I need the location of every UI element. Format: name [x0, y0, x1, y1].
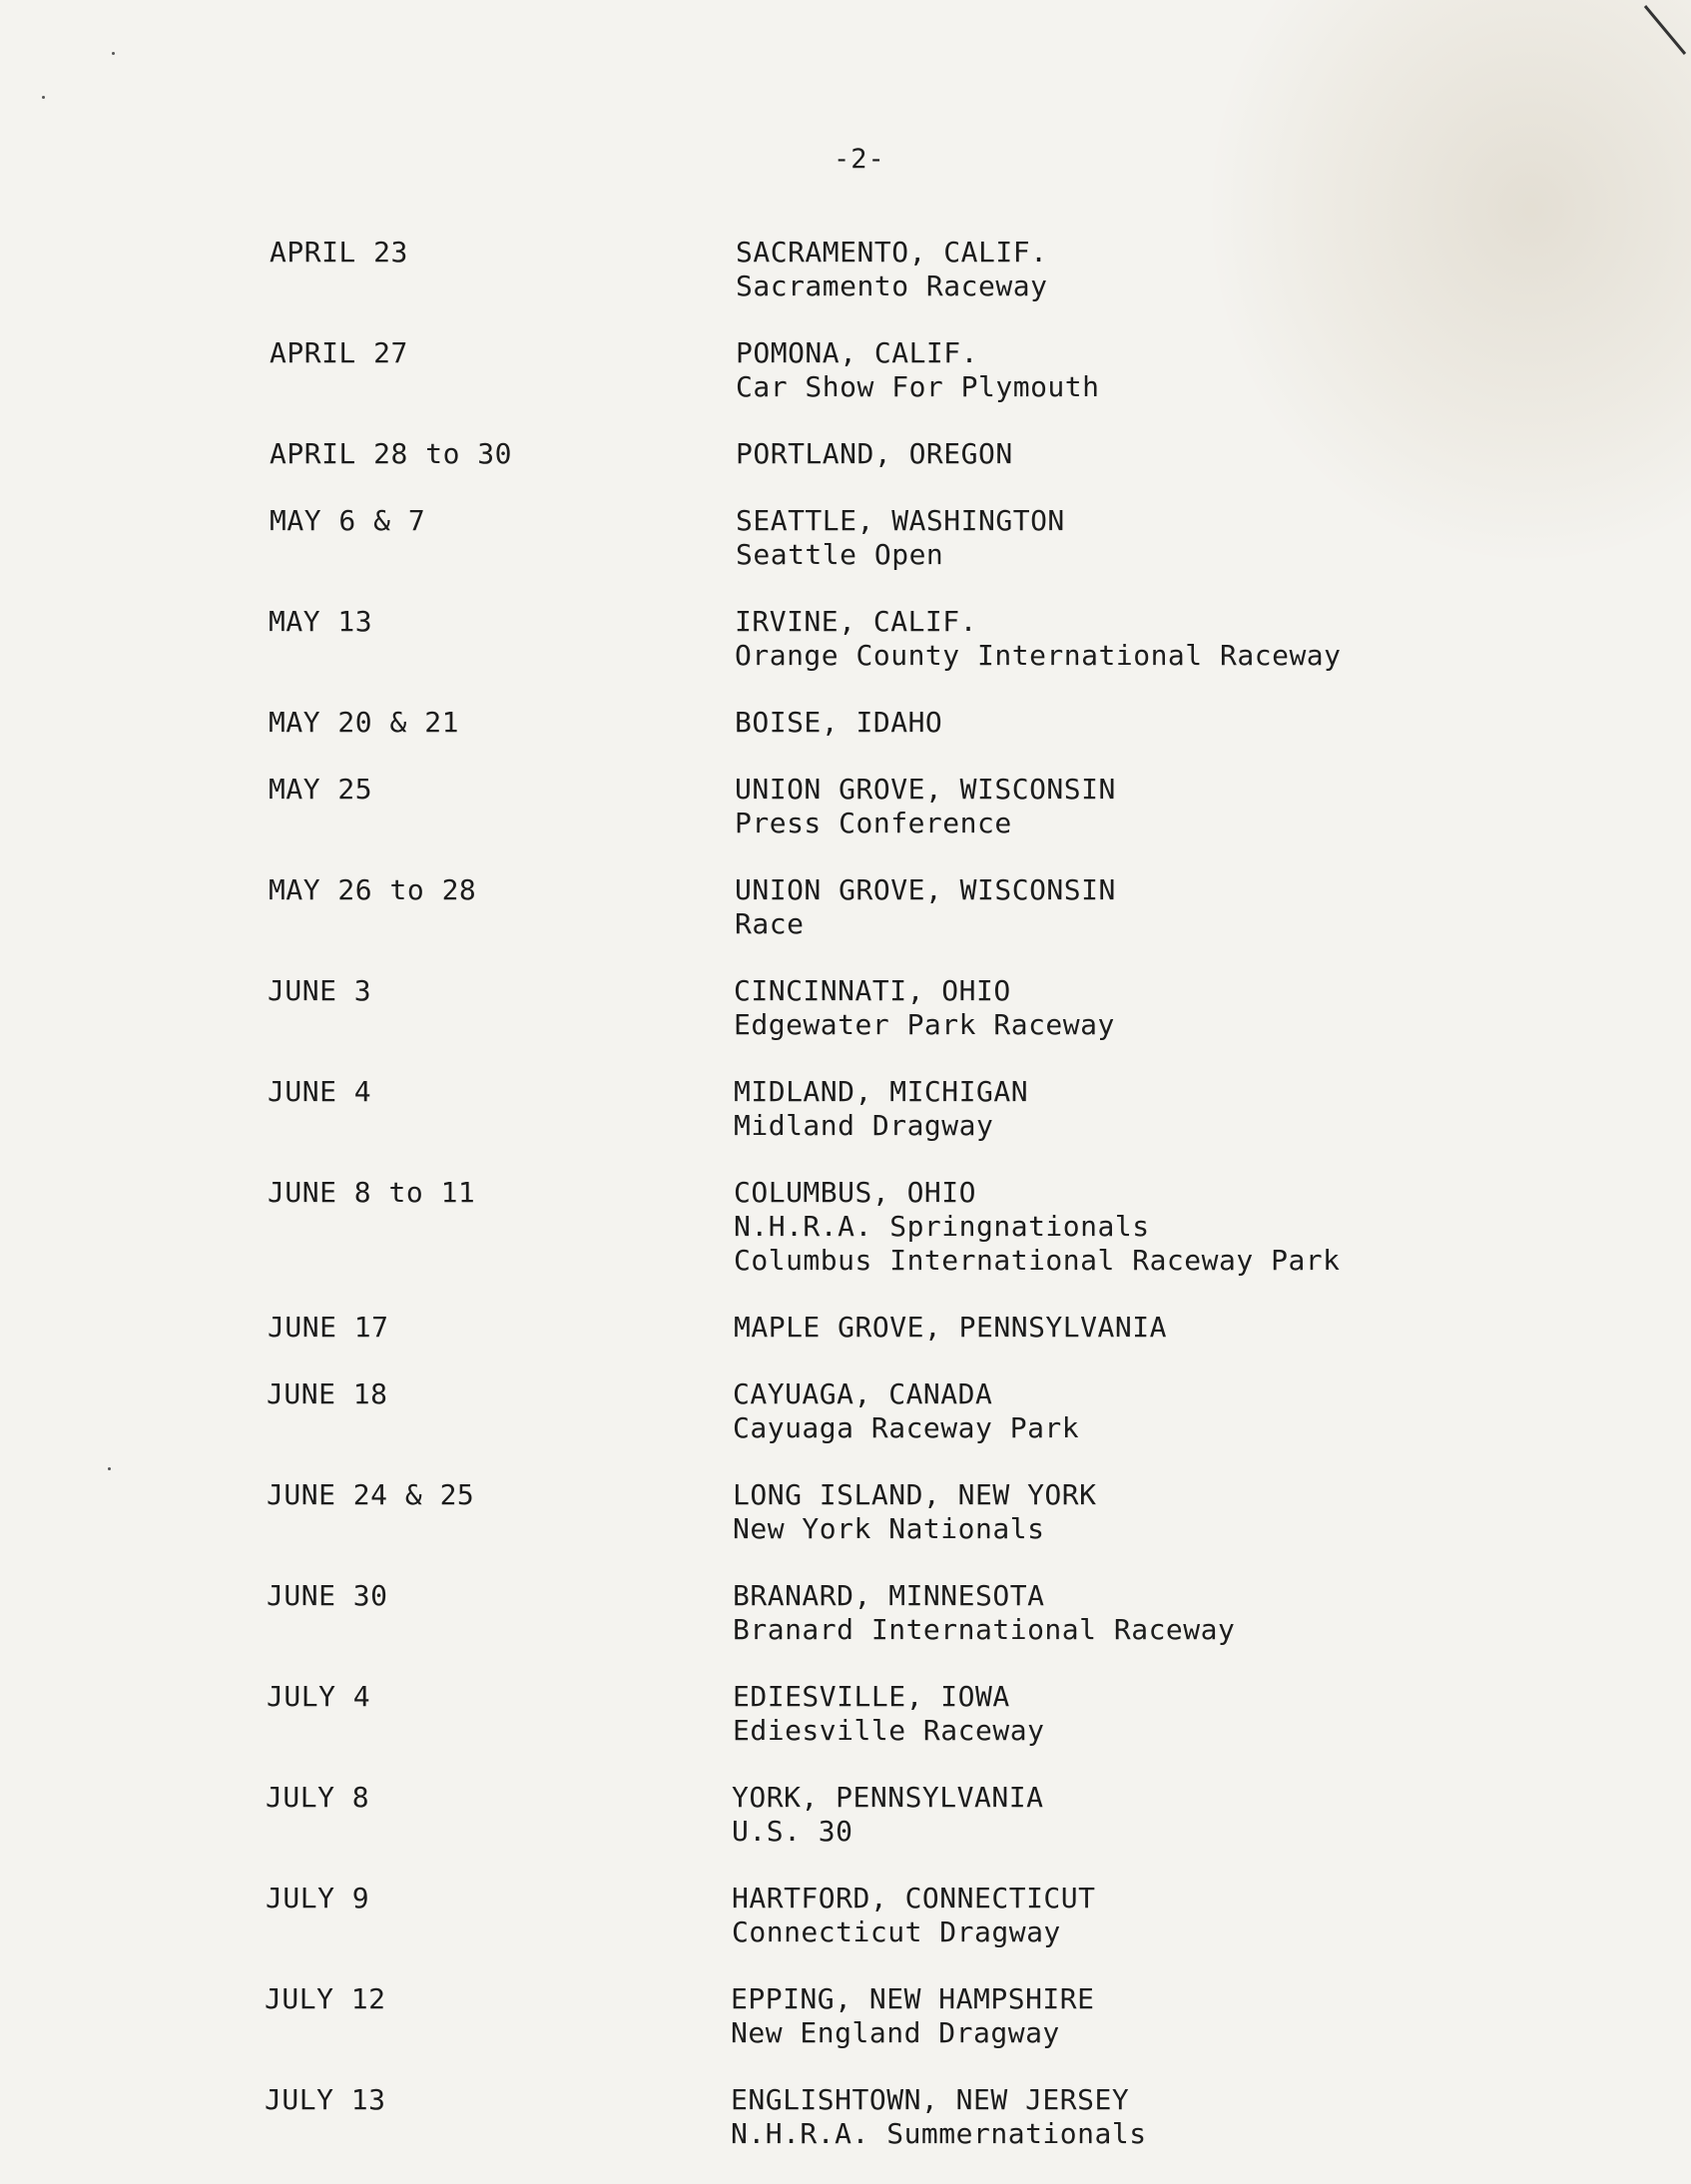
event-location	[734, 1311, 1358, 1345]
event-date: JUNE 4	[268, 1075, 372, 1108]
event-venue: Race	[735, 907, 805, 940]
schedule-entry	[261, 873, 1359, 941]
schedule-entry	[257, 2083, 1355, 2151]
schedule-entry	[262, 336, 1360, 404]
event-venue: New York Nationals	[733, 1512, 1045, 1545]
event-date: MAY 26 to 28	[269, 873, 477, 906]
event-date: JUNE 24 & 25	[267, 1478, 475, 1511]
event-location	[734, 974, 1358, 1042]
event-city: MAPLE GROVE, PENNSYLVANIA	[734, 1311, 1167, 1344]
event-date: JUNE 8 to 11	[268, 1176, 476, 1209]
event-location	[731, 2083, 1355, 2151]
event-date: JULY 8	[266, 1781, 370, 1814]
event-location	[733, 1478, 1357, 1546]
schedule-entry	[260, 1075, 1358, 1143]
event-location	[731, 1982, 1355, 2050]
event-city: CINCINNATI, OHIO	[734, 974, 1011, 1007]
event-venue: New England Dragway	[731, 2016, 1060, 2049]
event-location	[734, 1176, 1358, 1278]
event-date: JULY 4	[267, 1680, 371, 1713]
event-date: APRIL 28 to 30	[270, 437, 513, 470]
event-date: JULY 9	[266, 1882, 370, 1914]
corner-fold-mark	[1631, 0, 1691, 60]
event-city: YORK, PENNSYLVANIA	[732, 1781, 1044, 1814]
event-city: SACRAMENTO, CALIF.	[736, 236, 1048, 269]
event-venue: Orange County International Raceway	[735, 639, 1342, 672]
event-city: BRANARD, MINNESOTA	[733, 1579, 1045, 1612]
paper-speck	[42, 96, 45, 99]
event-city: COLUMBUS, OHIO	[734, 1176, 977, 1209]
event-city: IRVINE, CALIF.	[735, 605, 978, 638]
event-schedule	[262, 236, 1360, 2184]
event-venue: Press Conference	[735, 807, 1012, 839]
event-date: MAY 20 & 21	[269, 706, 459, 739]
schedule-entry	[257, 1982, 1355, 2050]
event-location	[736, 504, 1360, 572]
schedule-entry	[260, 1176, 1358, 1278]
schedule-entry	[258, 1781, 1356, 1849]
schedule-entry	[259, 1579, 1357, 1647]
event-city: PORTLAND, OREGON	[736, 437, 1013, 470]
event-venue: Midland Dragway	[734, 1109, 994, 1142]
event-city: EDIESVILLE, IOWA	[733, 1680, 1010, 1713]
event-location	[733, 1377, 1357, 1445]
event-date: APRIL 23	[270, 236, 408, 269]
schedule-entry	[262, 236, 1360, 303]
event-location	[736, 437, 1360, 471]
event-city: BOISE, IDAHO	[735, 706, 943, 739]
schedule-entry	[259, 1680, 1357, 1748]
schedule-entry	[258, 1882, 1356, 1949]
schedule-entry	[260, 1311, 1358, 1345]
paper-speck	[112, 52, 115, 55]
event-city: CAYUAGA, CANADA	[733, 1377, 993, 1410]
event-date: JUNE 18	[267, 1377, 388, 1410]
schedule-entry	[262, 437, 1360, 471]
event-date: JULY 13	[265, 2083, 386, 2116]
schedule-entry	[259, 1377, 1357, 1445]
event-venue: Seattle Open	[736, 538, 944, 571]
event-venue: Edgewater Park Raceway	[734, 1008, 1115, 1041]
event-location	[735, 605, 1359, 673]
event-venue: Ediesville Raceway	[733, 1714, 1045, 1747]
event-location	[732, 1882, 1356, 1949]
schedule-entry	[261, 605, 1359, 673]
event-venue-detail: Columbus International Raceway Park	[734, 1244, 1341, 1277]
event-location	[733, 1680, 1357, 1748]
page-number: -2-	[834, 144, 885, 175]
event-city: MIDLAND, MICHIGAN	[734, 1075, 1029, 1108]
event-date: MAY 6 & 7	[270, 504, 426, 537]
event-date: JUNE 3	[268, 974, 372, 1007]
event-date: JULY 12	[265, 1982, 386, 2015]
event-city: EPPING, NEW HAMPSHIRE	[731, 1982, 1095, 2015]
event-location	[735, 873, 1359, 941]
event-city: UNION GROVE, WISCONSIN	[735, 873, 1116, 906]
event-location	[736, 336, 1360, 404]
event-location	[733, 1579, 1357, 1647]
event-date: JUNE 30	[267, 1579, 388, 1612]
event-date: JUNE 17	[268, 1311, 389, 1344]
event-venue: Car Show For Plymouth	[736, 370, 1100, 403]
schedule-entry	[262, 504, 1360, 572]
schedule-entry	[259, 1478, 1357, 1546]
event-venue: Connecticut Dragway	[732, 1915, 1061, 1948]
event-city: UNION GROVE, WISCONSIN	[735, 773, 1116, 806]
schedule-entry	[260, 974, 1358, 1042]
event-venue: Branard International Raceway	[733, 1613, 1236, 1646]
event-date: MAY 25	[269, 773, 373, 806]
event-location	[732, 1781, 1356, 1849]
event-venue: Cayuaga Raceway Park	[733, 1411, 1080, 1444]
event-location	[735, 706, 1359, 740]
event-location	[736, 236, 1360, 303]
event-venue: Sacramento Raceway	[736, 270, 1048, 302]
event-city: SEATTLE, WASHINGTON	[736, 504, 1065, 537]
schedule-entry	[261, 706, 1359, 740]
event-venue: U.S. 30	[732, 1815, 853, 1848]
event-venue: N.H.R.A. Springnationals	[734, 1210, 1150, 1243]
schedule-entry	[261, 773, 1359, 840]
event-date: MAY 13	[269, 605, 373, 638]
event-location	[734, 1075, 1358, 1143]
event-city: HARTFORD, CONNECTICUT	[732, 1882, 1096, 1914]
event-city: LONG ISLAND, NEW YORK	[733, 1478, 1097, 1511]
event-date: APRIL 27	[270, 336, 408, 369]
event-venue: N.H.R.A. Summernationals	[731, 2117, 1147, 2150]
event-location	[735, 773, 1359, 840]
paper-speck	[108, 1467, 111, 1470]
event-city: ENGLISHTOWN, NEW JERSEY	[731, 2083, 1130, 2116]
event-city: POMONA, CALIF.	[736, 336, 979, 369]
